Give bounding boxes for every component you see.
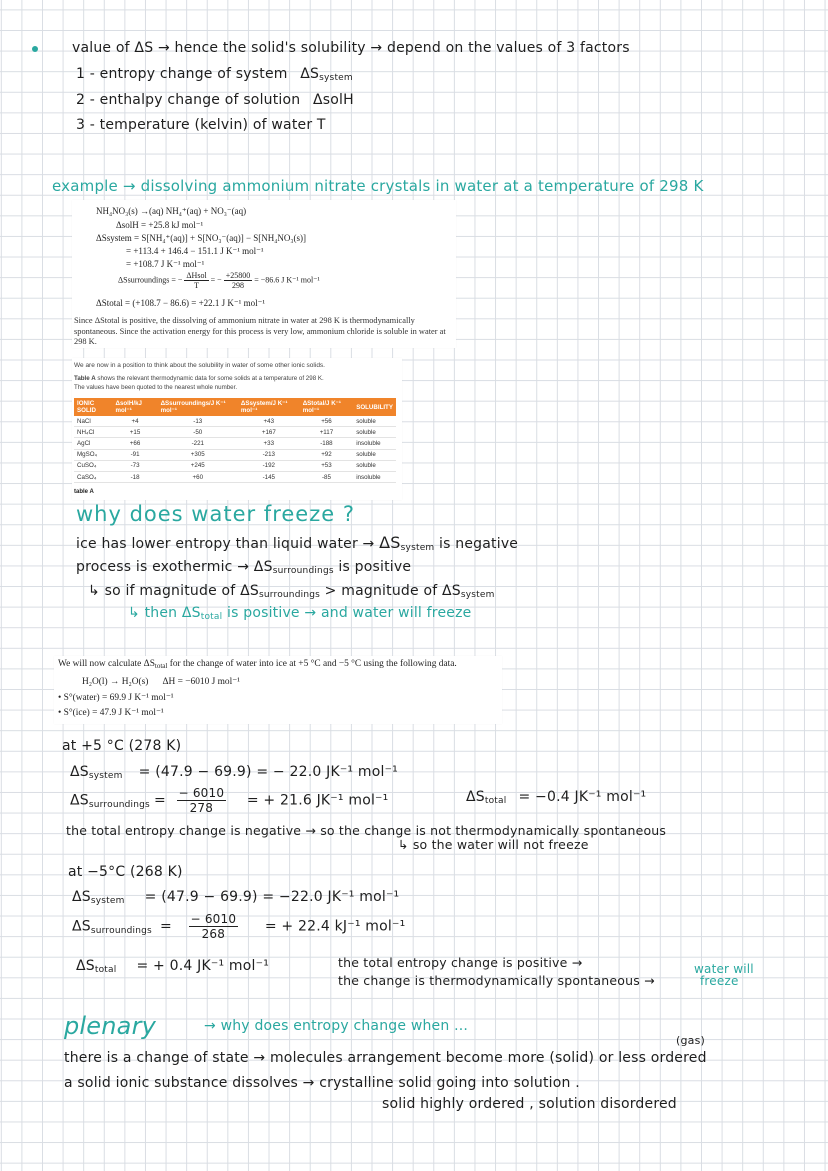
table-cell: -50: [158, 427, 238, 438]
water-intro-text: We will now calculate ΔS: [58, 659, 155, 669]
minus5-total-sub: total: [94, 965, 117, 975]
factor-2: [76, 92, 354, 108]
plus5-sur-value: = + 21.6 JK⁻¹ mol⁻¹: [246, 792, 389, 809]
plus5-total-symbol: ΔS: [466, 789, 485, 805]
freeze-line-1-text: ice has lower entropy than liquid water →: [76, 536, 380, 552]
water-intro-end: for the change of water into ice at +5 °C and −5 °C using the following data.: [167, 659, 457, 669]
table-row: [74, 427, 396, 438]
minus5-total: [76, 958, 269, 975]
table-caption-rest: shows the relevant thermodynamic data for some solids at a temperature of 298 K.: [95, 375, 324, 382]
col-header: ΔSsurroundings/J K⁻¹ mol⁻¹: [158, 398, 238, 416]
table-cell: -188: [300, 438, 354, 449]
freeze-line-3: [88, 583, 495, 600]
fraction-dh-t: $\frac{\text{ΔHsol}}{T}$: [186, 271, 207, 290]
minus5-fraction: $\frac{- 6010}{268}$: [190, 912, 237, 941]
table-row: [74, 471, 396, 482]
col-header: ΔsolH/kJ mol⁻¹: [113, 398, 158, 416]
water-entropy: S°(water) = 69.9 J K⁻¹ mol⁻¹: [63, 693, 174, 703]
plus5-sur-eq: =: [153, 792, 166, 809]
plus5-sur-symbol: ΔS: [70, 792, 89, 809]
plus5-surroundings: [70, 786, 388, 815]
table-cell: -145: [238, 471, 300, 482]
minus5-surroundings: [72, 912, 405, 941]
eq-surroundings-mid: = −: [210, 275, 222, 285]
plus5-fraction: $\frac{- 6010}{278}$: [178, 786, 225, 815]
table-row: [74, 416, 396, 427]
plus5-total: [466, 789, 646, 806]
water-intro-sub: total: [154, 662, 168, 670]
textbook-snippet-nh4no3: [72, 200, 456, 348]
freeze-line-3-sub: surroundings: [258, 590, 321, 600]
table-cell: insoluble: [353, 471, 396, 482]
plus5-heading: at +5 °C (278 K): [62, 738, 182, 754]
minus5-heading: at −5°C (268 K): [68, 864, 183, 880]
minus5-total-value: = + 0.4 JK⁻¹ mol⁻¹: [136, 958, 270, 974]
freeze-line-1: [76, 533, 518, 553]
plus5-conclusion-1: the total entropy change is negative → so the change is not thermodynamically spontaneous: [66, 823, 667, 838]
table-cell: soluble: [353, 460, 396, 471]
freeze-line-2: [76, 559, 411, 576]
table-cell: +305: [158, 449, 238, 460]
table-cell: +43: [238, 416, 300, 427]
plenary-line-2: a solid ionic substance dissolves → crystalline solid going into solution .: [64, 1075, 580, 1091]
minus5-system-value: = (47.9 − 69.9) = −22.0 JK⁻¹ mol⁻¹: [144, 889, 400, 905]
plenary-line-1: there is a change of state → molecules arrangement become more (solid) or less ordered: [64, 1050, 707, 1066]
table-cell: +60: [158, 471, 238, 482]
col-header: ΔStotal/J K⁻¹ mol⁻¹: [300, 398, 354, 416]
table-cell: -85: [300, 471, 354, 482]
table-caption-2: The values have been quoted to the nearest whole number.: [74, 384, 238, 391]
minus5-sur-eq: =: [159, 918, 172, 935]
table-cell: +15: [113, 427, 158, 438]
col-header: IONIC SOLID: [74, 398, 113, 416]
minus5-total-symbol: ΔS: [76, 958, 95, 974]
freeze-line-1-end: is negative: [434, 536, 519, 552]
table-cell: +53: [300, 460, 354, 471]
eq-surroundings-lhs: ΔSsurroundings = −: [118, 275, 183, 285]
table-caption-bold: Table A: [74, 375, 96, 382]
minus5-system: [72, 889, 399, 906]
freeze-heading: why does water freeze ?: [76, 502, 355, 526]
table-cell: MgSO₄: [74, 449, 113, 460]
table-cell: -18: [113, 471, 158, 482]
freeze-line-4-sub: total: [200, 612, 223, 622]
eq-result: = +108.7 J K⁻¹ mol⁻¹: [126, 259, 205, 269]
freeze-line-3-mid: > magnitude of ΔS: [320, 583, 461, 599]
plenary-question: → why does entropy change when ...: [204, 1018, 469, 1034]
factor-1-sub: system: [319, 73, 353, 83]
minus5-sur-sub: surroundings: [90, 925, 152, 936]
table-cell: CuSO₄: [74, 460, 113, 471]
eq-surroundings-rhs: = −86.6 J K⁻¹ mol⁻¹: [254, 275, 320, 285]
plenary-line-3: solid highly ordered , solution disordered: [382, 1096, 677, 1112]
table-cell: +56: [300, 416, 354, 427]
freeze-line-3-sub2: system: [460, 590, 495, 600]
plus5-sur-sub: surroundings: [88, 799, 150, 810]
col-header: SOLUBILITY: [353, 398, 396, 416]
eq-sum: = +113.4 + 146.4 − 151.1 J K⁻¹ mol⁻¹: [126, 246, 264, 256]
plenary-gas-note: (gas): [676, 1034, 706, 1047]
water-intro: [58, 659, 457, 670]
table-label: table A: [74, 489, 94, 495]
table-cell: -192: [238, 460, 300, 471]
minus5-sur-value: = + 22.4 kJ⁻¹ mol⁻¹: [264, 918, 406, 935]
example-heading: example → dissolving ammonium nitrate crystals in water at a temperature of 298 K: [52, 177, 704, 195]
eq-total: ΔStotal = (+108.7 − 86.6) = +22.1 J K⁻¹ mol⁻¹: [96, 298, 266, 308]
minus5-sur-symbol: ΔS: [72, 918, 91, 935]
table-cell: -73: [113, 460, 158, 471]
plenary-heading: plenary: [64, 1012, 157, 1040]
minus5-conclusion-3: water will: [694, 962, 754, 976]
table-cell: -221: [158, 438, 238, 449]
minus5-conclusion-4: freeze: [700, 974, 739, 988]
factor-3: 3 - temperature (kelvin) of water T: [76, 117, 326, 133]
freeze-line-4-end: is positive → and water will freeze: [222, 605, 472, 621]
fraction-25800: $\frac{+25800}{298}$: [225, 271, 251, 290]
textbook-table-snippet: [72, 358, 402, 500]
freeze-line-2-text: process is exothermic → ΔS: [76, 559, 273, 575]
table-cell: soluble: [353, 427, 396, 438]
freeze-line-2-end: is positive: [333, 559, 412, 575]
water-entropy-bullet: • S°(water) = 69.9 J K⁻¹ mol⁻¹: [58, 693, 174, 703]
textbook-snippet-water: [54, 656, 502, 724]
table-cell: +167: [238, 427, 300, 438]
table-row: [74, 438, 396, 449]
table-cell: +4: [113, 416, 158, 427]
table-cell: +33: [238, 438, 300, 449]
ice-entropy-bullet: • S°(ice) = 47.9 J K⁻¹ mol⁻¹: [58, 708, 164, 718]
plus5-conclusion-2: ↳ so the water will not freeze: [398, 837, 589, 852]
plus5-system: [70, 764, 398, 781]
eq-delta-sol-h: ΔsolH = +25.8 kJ mol⁻¹: [116, 220, 204, 230]
table-row: [74, 449, 396, 460]
table-cell: CaSO₄: [74, 471, 113, 482]
thermodynamic-data-table: [74, 398, 396, 483]
freeze-line-1-symbol: ΔS: [379, 533, 401, 552]
table-cell: insoluble: [353, 438, 396, 449]
plus5-total-value: = −0.4 JK⁻¹ mol⁻¹: [518, 789, 647, 805]
eq-delta-s-system: ΔSsystem = S[NH₄⁺(aq)] + S[NO₃⁻(aq)] − S[NH₄NO₃(s)]: [96, 233, 307, 243]
freeze-line-2-sub: surroundings: [272, 566, 334, 576]
bullet-dot: [32, 46, 38, 52]
table-cell: -213: [238, 449, 300, 460]
minus5-conclusion-2: the change is thermodynamically spontaneous →: [338, 973, 655, 988]
freeze-line-1-sub: system: [400, 543, 435, 553]
intro-line: value of ΔS → hence the solid's solubility → depend on the values of 3 factors: [72, 40, 630, 56]
plus5-total-sub: total: [484, 796, 507, 806]
freeze-line-4-text: ↳ then ΔS: [128, 605, 201, 621]
table-cell: -13: [158, 416, 238, 427]
table-cell: AgCl: [74, 438, 113, 449]
minus5-system-sub: system: [90, 896, 125, 906]
water-equation: H₂O(l) → H₂O(s) ΔH = −6010 J mol⁻¹: [82, 677, 240, 687]
plus5-system-symbol: ΔS: [70, 764, 89, 780]
table-cell: NaCl: [74, 416, 113, 427]
table-cell: soluble: [353, 449, 396, 460]
table-cell: NH₄Cl: [74, 427, 113, 438]
col-header: ΔSsystem/J K⁻¹ mol⁻¹: [238, 398, 300, 416]
factor-2-text: 2 - enthalpy change of solution: [76, 92, 301, 108]
factor-2-symbol: ΔsolH: [313, 92, 354, 108]
table-intro: We are now in a position to think about the solubility in water of some other ionic solids.: [74, 362, 325, 369]
table-cell: +92: [300, 449, 354, 460]
plus5-system-sub: system: [88, 771, 123, 781]
factor-1-symbol: ΔS: [300, 66, 320, 82]
table-cell: +245: [158, 460, 238, 471]
table-cell: soluble: [353, 416, 396, 427]
freeze-line-4: [128, 605, 471, 622]
eq-surroundings: [118, 271, 320, 290]
eq-dissolution: NH₄NO₃(s) →(aq) NH₄⁺(aq) + NO₃⁻(aq): [96, 206, 247, 216]
table-cell: -91: [113, 449, 158, 460]
table-row: [74, 460, 396, 471]
freeze-line-3-text: ↳ so if magnitude of ΔS: [88, 583, 259, 599]
minus5-system-symbol: ΔS: [72, 889, 91, 905]
minus5-conclusion-1: the total entropy change is positive →: [338, 955, 583, 970]
plus5-system-value: = (47.9 − 69.9) = − 22.0 JK⁻¹ mol⁻¹: [138, 764, 398, 780]
conclusion-paragraph: Since ΔStotal is positive, the dissolving of ammonium nitrate in water at 298 K is thermodynamically spontaneous. Since the activation energy for this process is very low, ammonium chloride is soluble in water at 298 K.: [74, 316, 446, 346]
table-caption: [74, 375, 324, 382]
table-header-row: [74, 398, 396, 416]
factor-1-text: 1 - entropy change of system: [76, 66, 288, 82]
ice-entropy: S°(ice) = 47.9 J K⁻¹ mol⁻¹: [63, 708, 164, 718]
factor-1: [76, 66, 353, 83]
table-cell: +66: [113, 438, 158, 449]
table-cell: +117: [300, 427, 354, 438]
